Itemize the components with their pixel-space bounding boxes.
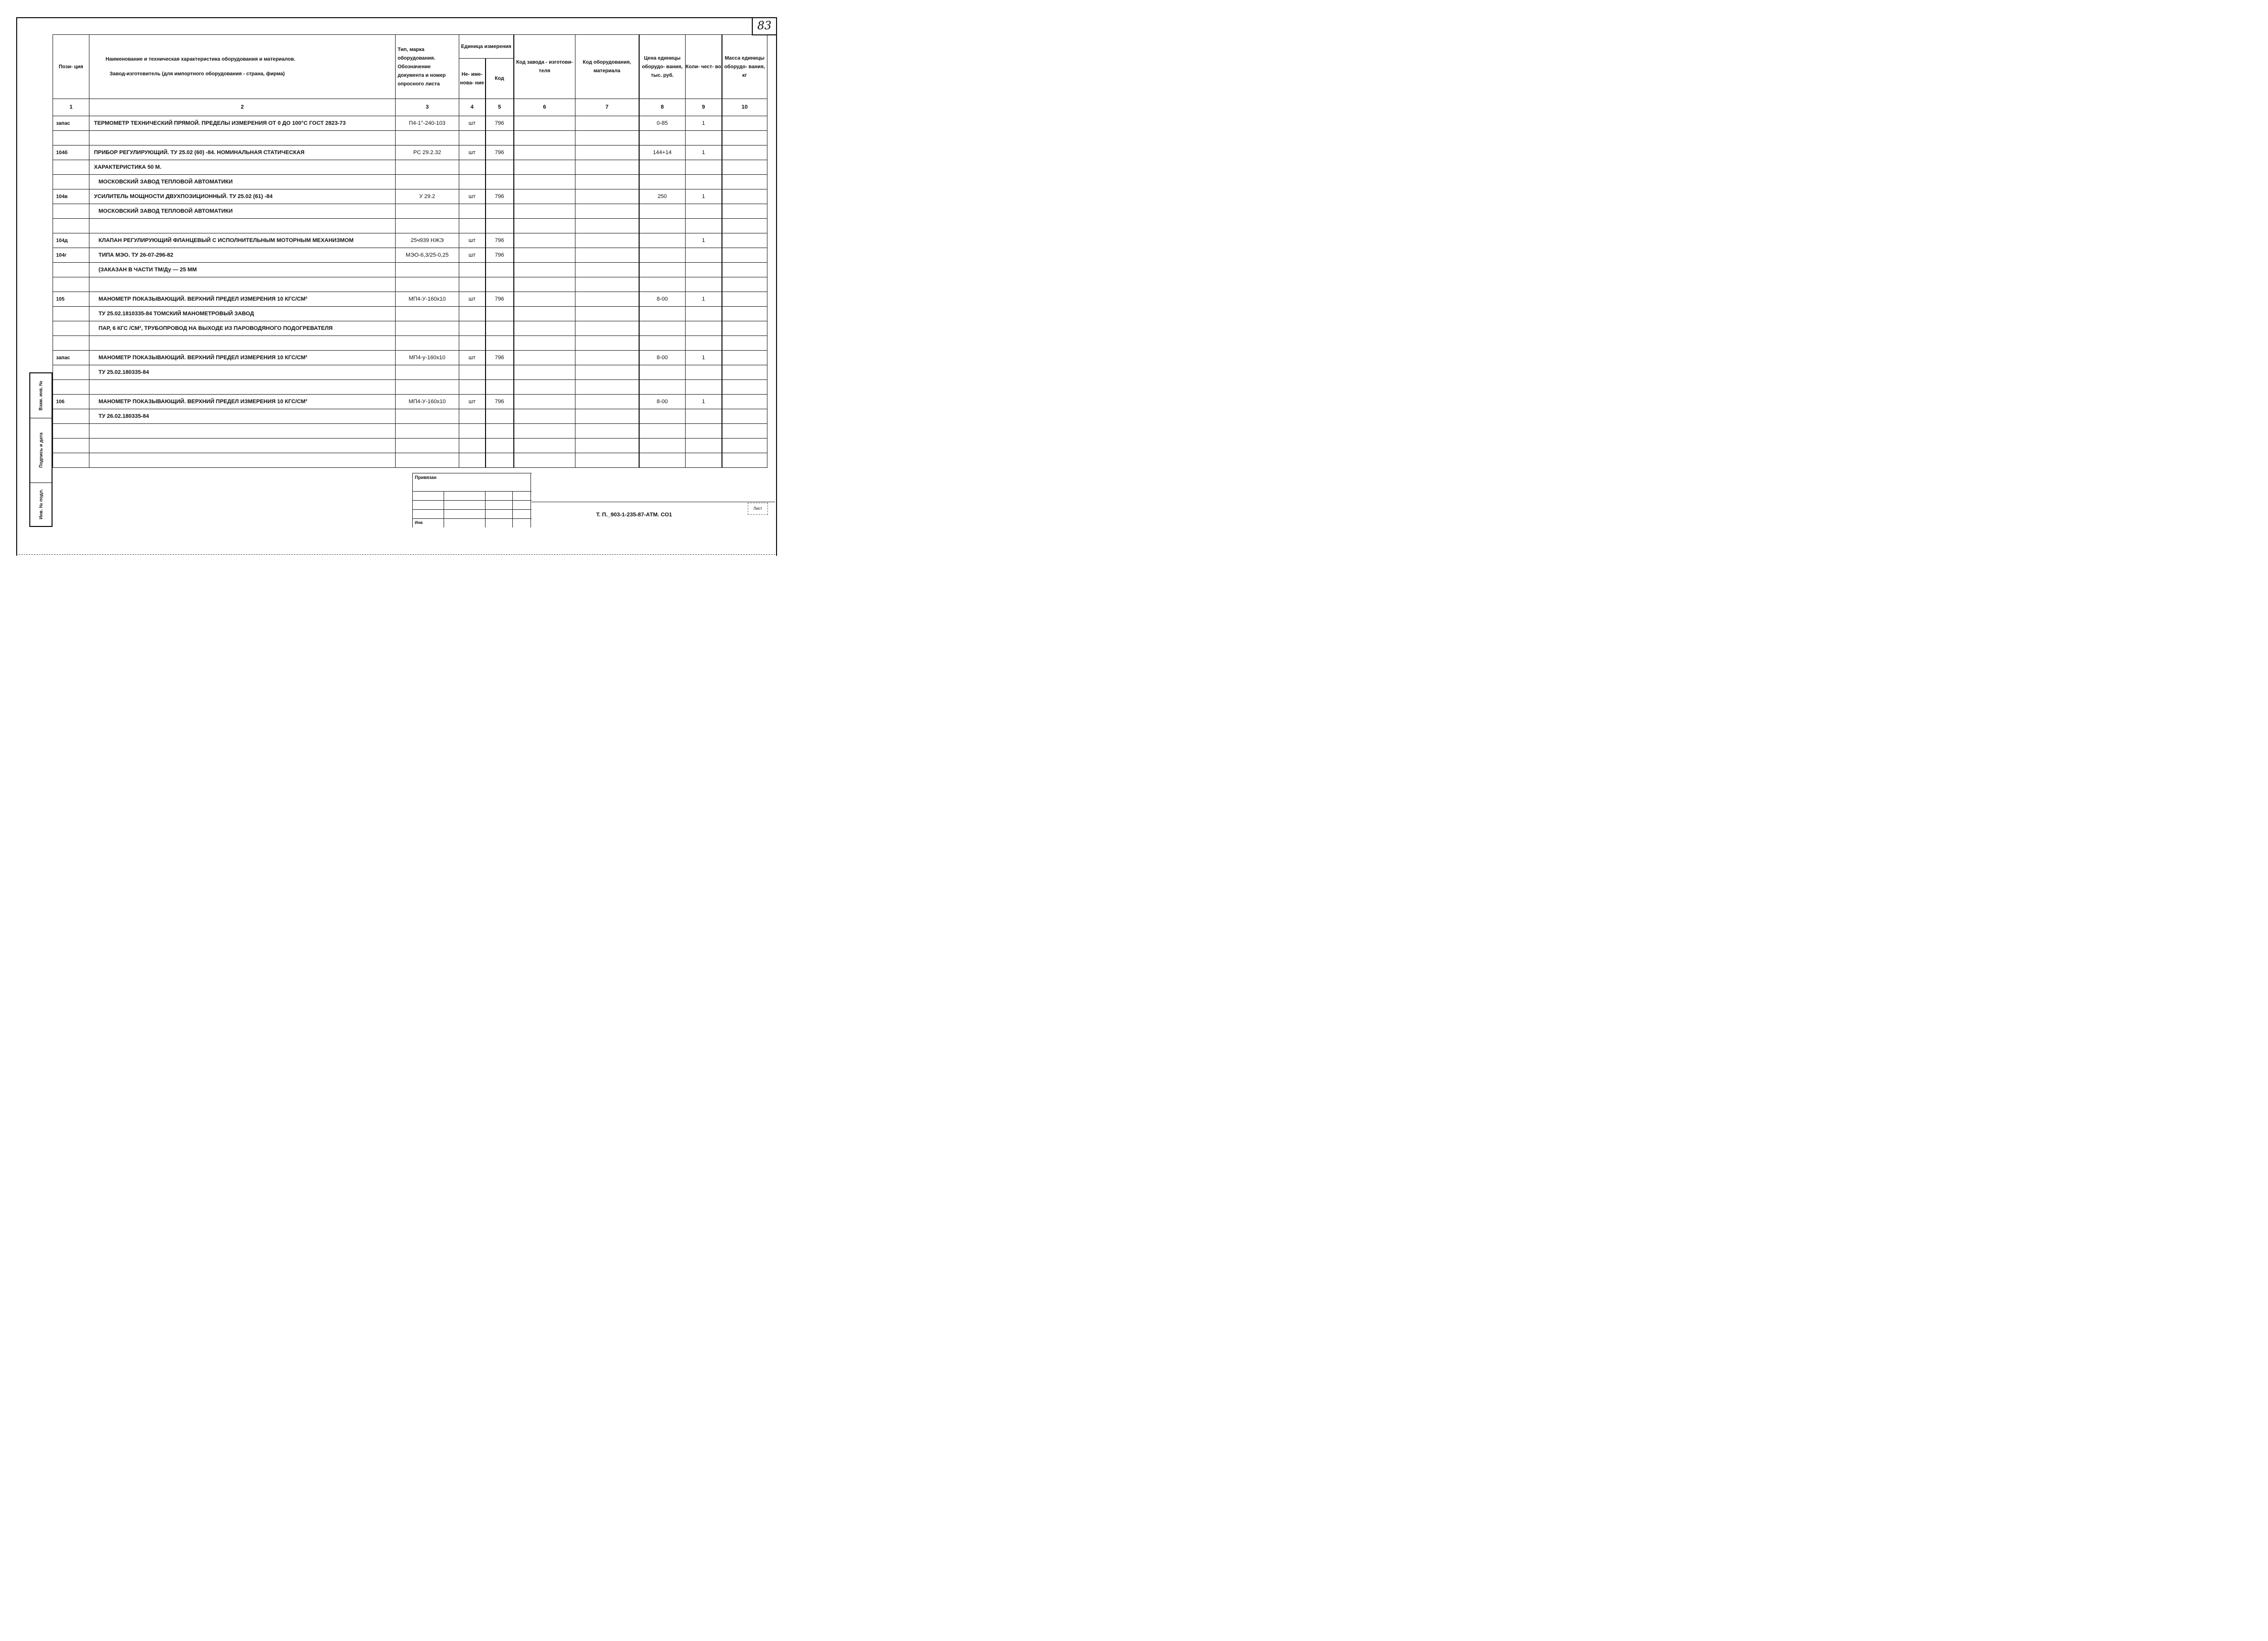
row-equipment-code — [575, 204, 639, 219]
row-maker-code — [514, 160, 575, 175]
row-maker-code — [514, 248, 575, 263]
row-maker-code — [514, 380, 575, 395]
row-unit-code: 796 — [486, 116, 514, 131]
table-row — [53, 189, 767, 204]
row-maker-code — [514, 424, 575, 439]
row-position: 104г — [53, 248, 89, 263]
row-name: ТУ 25.02.180335-84 — [89, 365, 396, 380]
row-mass — [722, 219, 767, 233]
row-type — [396, 175, 459, 189]
row-name: КЛАПАН РЕГУЛИРУЮЩИЙ ФЛАНЦЕВЫЙ С ИСПОЛНИТЕЛЬНЫМ МОТОРНЫМ МЕХАНИЗМОМ — [89, 233, 396, 248]
row-unit-code — [486, 263, 514, 277]
table-row — [53, 395, 767, 409]
row-type: У 29.2 — [396, 189, 459, 204]
table-row — [53, 160, 767, 175]
row-position: 105 — [53, 292, 89, 307]
row-maker-code — [514, 131, 575, 146]
row-position — [53, 160, 89, 175]
row-price — [639, 439, 686, 453]
row-position — [53, 439, 89, 453]
row-equipment-code — [575, 424, 639, 439]
row-type — [396, 131, 459, 146]
row-unit-code — [486, 160, 514, 175]
row-name — [89, 453, 396, 468]
row-equipment-code — [575, 175, 639, 189]
row-unit-code — [486, 365, 514, 380]
row-price: 0-85 — [639, 116, 686, 131]
row-unit — [459, 160, 486, 175]
row-position — [53, 219, 89, 233]
header-equipment-code: Код оборудования, материала — [575, 35, 639, 99]
table-row — [53, 292, 767, 307]
row-price — [639, 424, 686, 439]
row-maker-code — [514, 219, 575, 233]
row-unit: шт — [459, 351, 486, 365]
row-name — [89, 277, 396, 292]
row-type — [396, 277, 459, 292]
table-row — [53, 263, 767, 277]
row-name: МОСКОВСКИЙ ЗАВОД ТЕПЛОВОЙ АВТОМАТИКИ — [89, 204, 396, 219]
row-position — [53, 409, 89, 424]
row-position — [53, 175, 89, 189]
row-mass — [722, 248, 767, 263]
row-mass — [722, 204, 767, 219]
header-price: Цена единицы оборудо- вания, тыс. руб. — [639, 35, 686, 99]
row-equipment-code — [575, 409, 639, 424]
frame-bottom-line — [16, 554, 775, 555]
row-unit — [459, 131, 486, 146]
row-price: 250 — [639, 189, 686, 204]
row-name: ТУ 26.02.180335-84 — [89, 409, 396, 424]
row-mass — [722, 233, 767, 248]
row-type — [396, 453, 459, 468]
row-name — [89, 424, 396, 439]
row-mass — [722, 395, 767, 409]
header-mass: Масса единицы оборудо- вания, кг — [722, 35, 767, 99]
row-equipment-code — [575, 189, 639, 204]
row-maker-code — [514, 453, 575, 468]
table-row — [53, 233, 767, 248]
row-mass — [722, 116, 767, 131]
row-equipment-code — [575, 307, 639, 321]
row-price — [639, 219, 686, 233]
row-quantity: 1 — [686, 189, 722, 204]
row-quantity — [686, 204, 722, 219]
row-quantity: 1 — [686, 351, 722, 365]
row-price — [639, 263, 686, 277]
row-unit — [459, 219, 486, 233]
table-row — [53, 307, 767, 321]
row-mass — [722, 263, 767, 277]
row-unit-code — [486, 175, 514, 189]
stamp-inv-zam: Взам. инв. № — [30, 373, 52, 418]
col-number: 4 — [459, 99, 486, 116]
row-type — [396, 263, 459, 277]
row-unit: шт — [459, 395, 486, 409]
row-name: ХАРАКТЕРИСТИКА 50 М. — [89, 160, 396, 175]
row-position: 104в — [53, 189, 89, 204]
row-type — [396, 424, 459, 439]
row-type — [396, 219, 459, 233]
row-quantity — [686, 453, 722, 468]
row-unit: шт — [459, 116, 486, 131]
row-quantity — [686, 424, 722, 439]
row-mass — [722, 189, 767, 204]
table-row — [53, 351, 767, 365]
row-equipment-code — [575, 439, 639, 453]
row-price — [639, 131, 686, 146]
row-quantity: 1 — [686, 233, 722, 248]
row-maker-code — [514, 233, 575, 248]
row-unit: шт — [459, 233, 486, 248]
row-type: 25ч939 НЖЭ — [396, 233, 459, 248]
row-unit — [459, 263, 486, 277]
row-price — [639, 453, 686, 468]
row-position — [53, 131, 89, 146]
row-maker-code — [514, 365, 575, 380]
row-name: МОСКОВСКИЙ ЗАВОД ТЕПЛОВОЙ АВТОМАТИКИ — [89, 175, 396, 189]
row-quantity — [686, 263, 722, 277]
row-price — [639, 321, 686, 336]
row-equipment-code — [575, 263, 639, 277]
col-number: 10 — [722, 99, 767, 116]
row-price — [639, 277, 686, 292]
row-quantity: 1 — [686, 116, 722, 131]
row-type: РС 29.2.32 — [396, 146, 459, 160]
row-unit — [459, 380, 486, 395]
row-mass — [722, 424, 767, 439]
row-type — [396, 160, 459, 175]
row-maker-code — [514, 116, 575, 131]
row-type: МП4-У-160х10 — [396, 395, 459, 409]
row-unit-code: 796 — [486, 189, 514, 204]
row-name: МАНОМЕТР ПОКАЗЫВАЮЩИЙ. ВЕРХНИЙ ПРЕДЕЛ ИЗМЕРЕНИЯ 10 КГС/СМ² — [89, 292, 396, 307]
row-unit-code — [486, 321, 514, 336]
row-quantity — [686, 365, 722, 380]
row-maker-code — [514, 307, 575, 321]
row-mass — [722, 453, 767, 468]
row-quantity: 1 — [686, 395, 722, 409]
row-type — [396, 321, 459, 336]
header-name-line2: Завод-изготовитель (для импортного оборудования - страна, фирма) — [110, 71, 285, 77]
row-maker-code — [514, 175, 575, 189]
stamp-sign-date: Подпись и дата — [30, 418, 52, 483]
row-quantity — [686, 131, 722, 146]
row-equipment-code — [575, 146, 639, 160]
row-price: 8-00 — [639, 351, 686, 365]
row-unit — [459, 439, 486, 453]
row-name: МАНОМЕТР ПОКАЗЫВАЮЩИЙ. ВЕРХНИЙ ПРЕДЕЛ ИЗМЕРЕНИЯ 10 КГС/СМ² — [89, 395, 396, 409]
row-equipment-code — [575, 365, 639, 380]
table-row — [53, 321, 767, 336]
row-mass — [722, 146, 767, 160]
row-name: (ЗАКАЗАН В ЧАСТИ ТМ/Ду — 25 ММ — [89, 263, 396, 277]
row-mass — [722, 277, 767, 292]
row-mass — [722, 292, 767, 307]
row-quantity — [686, 380, 722, 395]
row-unit-code — [486, 277, 514, 292]
row-equipment-code — [575, 453, 639, 468]
table-row — [53, 219, 767, 233]
stamp-inv-podl: Инв. № подл. — [38, 489, 43, 519]
row-mass — [722, 365, 767, 380]
table-row — [53, 146, 767, 160]
row-price — [639, 204, 686, 219]
row-mass — [722, 409, 767, 424]
specification-table — [53, 34, 767, 468]
row-unit-code — [486, 424, 514, 439]
row-unit: шт — [459, 189, 486, 204]
row-unit — [459, 409, 486, 424]
row-unit: шт — [459, 146, 486, 160]
row-maker-code — [514, 146, 575, 160]
row-mass — [722, 307, 767, 321]
row-quantity — [686, 409, 722, 424]
col-number: 7 — [575, 99, 639, 116]
header-quantity: Коли- чест- во — [686, 35, 722, 99]
row-maker-code — [514, 263, 575, 277]
row-quantity: 1 — [686, 292, 722, 307]
table-row — [53, 204, 767, 219]
sheet-box: Лист — [748, 503, 768, 515]
row-name: ТУ 25.02.1810335-84 ТОМСКИЙ МАНОМЕТРОВЫЙ ЗАВОД — [89, 307, 396, 321]
row-unit-code — [486, 204, 514, 219]
sheet-number: 83 — [752, 17, 776, 35]
row-name — [89, 439, 396, 453]
row-price — [639, 336, 686, 351]
table-row — [53, 175, 767, 189]
row-unit-code — [486, 336, 514, 351]
header-position: Пози- ция — [53, 35, 89, 99]
row-maker-code — [514, 351, 575, 365]
header-unit: Единица измерения — [459, 35, 514, 59]
row-position — [53, 336, 89, 351]
table-row — [53, 248, 767, 263]
row-unit-code: 796 — [486, 248, 514, 263]
row-maker-code — [514, 439, 575, 453]
row-unit-code — [486, 219, 514, 233]
row-equipment-code — [575, 351, 639, 365]
row-price — [639, 248, 686, 263]
table-row — [53, 131, 767, 146]
margin-stamp — [29, 372, 53, 527]
row-quantity — [686, 219, 722, 233]
col-number: 6 — [514, 99, 575, 116]
row-type: П4-1°-240-103 — [396, 116, 459, 131]
row-maker-code — [514, 395, 575, 409]
header-unit-name: Не- име- нова- ние — [459, 59, 486, 99]
row-price — [639, 380, 686, 395]
row-quantity: 1 — [686, 146, 722, 160]
row-maker-code — [514, 189, 575, 204]
row-maker-code — [514, 321, 575, 336]
row-quantity — [686, 175, 722, 189]
row-name — [89, 131, 396, 146]
header-maker-code: Код завода - изготови- теля — [514, 35, 575, 99]
row-unit-code: 796 — [486, 146, 514, 160]
row-position — [53, 277, 89, 292]
row-unit — [459, 175, 486, 189]
row-position: 104д — [53, 233, 89, 248]
row-price — [639, 175, 686, 189]
row-equipment-code — [575, 116, 639, 131]
col-number: 9 — [686, 99, 722, 116]
header-unit-code: Код — [486, 59, 514, 99]
row-equipment-code — [575, 233, 639, 248]
row-unit-code: 796 — [486, 351, 514, 365]
row-unit-code — [486, 307, 514, 321]
row-maker-code — [514, 204, 575, 219]
row-quantity — [686, 336, 722, 351]
row-unit-code — [486, 453, 514, 468]
row-position — [53, 321, 89, 336]
row-maker-code — [514, 409, 575, 424]
row-mass — [722, 160, 767, 175]
table-row — [53, 424, 767, 439]
row-position — [53, 380, 89, 395]
row-position — [53, 424, 89, 439]
row-position — [53, 365, 89, 380]
row-mass — [722, 351, 767, 365]
header-name-line1: Наименование и техническая характеристика оборудования и материалов. — [106, 57, 296, 62]
row-type — [396, 439, 459, 453]
row-position — [53, 307, 89, 321]
row-position: 106 — [53, 395, 89, 409]
row-maker-code — [514, 292, 575, 307]
row-unit — [459, 277, 486, 292]
row-unit: шт — [459, 292, 486, 307]
row-type — [396, 409, 459, 424]
row-type — [396, 204, 459, 219]
row-name — [89, 219, 396, 233]
row-position — [53, 263, 89, 277]
row-mass — [722, 321, 767, 336]
row-unit-code: 796 — [486, 233, 514, 248]
row-unit-code — [486, 131, 514, 146]
table-row — [53, 380, 767, 395]
row-position: запас — [53, 351, 89, 365]
row-mass — [722, 380, 767, 395]
row-quantity — [686, 248, 722, 263]
row-maker-code — [514, 336, 575, 351]
row-quantity — [686, 160, 722, 175]
row-type: МП4-У-160х10 — [396, 292, 459, 307]
header-type: Тип, марка оборудования. Обозначение документа и номер опросного листа — [396, 35, 459, 99]
inv-label: Инв — [415, 520, 423, 525]
row-position — [53, 453, 89, 468]
col-number: 8 — [639, 99, 686, 116]
row-equipment-code — [575, 321, 639, 336]
row-unit-code — [486, 409, 514, 424]
row-equipment-code — [575, 160, 639, 175]
table-row — [53, 277, 767, 292]
row-position: 104б — [53, 146, 89, 160]
binding-block — [412, 473, 532, 527]
row-unit — [459, 204, 486, 219]
row-equipment-code — [575, 380, 639, 395]
binding-label: Привязан — [415, 475, 437, 480]
row-unit-code — [486, 439, 514, 453]
row-name: МАНОМЕТР ПОКАЗЫВАЮЩИЙ. ВЕРХНИЙ ПРЕДЕЛ ИЗМЕРЕНИЯ 10 КГС/СМ² — [89, 351, 396, 365]
row-price: 8-00 — [639, 395, 686, 409]
col-number: 1 — [53, 99, 89, 116]
table-row — [53, 365, 767, 380]
row-name: ТИПА МЭО. ТУ 26-07-296-82 — [89, 248, 396, 263]
row-price — [639, 307, 686, 321]
row-mass — [722, 131, 767, 146]
row-unit — [459, 336, 486, 351]
row-type — [396, 365, 459, 380]
row-type: МЭО-6,3/25-0,25 — [396, 248, 459, 263]
row-unit — [459, 321, 486, 336]
table-row — [53, 453, 767, 468]
row-equipment-code — [575, 336, 639, 351]
row-equipment-code — [575, 219, 639, 233]
row-price — [639, 160, 686, 175]
row-type — [396, 336, 459, 351]
col-number: 5 — [486, 99, 514, 116]
row-equipment-code — [575, 248, 639, 263]
row-price: 8-00 — [639, 292, 686, 307]
table-row — [53, 439, 767, 453]
row-type — [396, 380, 459, 395]
row-price: 144+14 — [639, 146, 686, 160]
row-price — [639, 233, 686, 248]
row-unit-code: 796 — [486, 292, 514, 307]
row-equipment-code — [575, 395, 639, 409]
row-price — [639, 409, 686, 424]
document-code: Т. П._903-1-235-87-АТМ. СО1 — [596, 512, 672, 518]
row-position — [53, 204, 89, 219]
table-row — [53, 116, 767, 131]
row-equipment-code — [575, 277, 639, 292]
header-name — [89, 35, 396, 99]
row-name — [89, 336, 396, 351]
table-row — [53, 336, 767, 351]
row-name: ПАР, 6 КГС /СМ², ТРУБОПРОВОД НА ВЫХОДЕ ИЗ ПАРОВОДЯНОГО ПОДОГРЕВАТЕЛЯ — [89, 321, 396, 336]
row-price — [639, 365, 686, 380]
row-mass — [722, 336, 767, 351]
row-type — [396, 307, 459, 321]
row-name: ПРИБОР РЕГУЛИРУЮЩИЙ. ТУ 25.02 (60) -84. НОМИНАЛЬНАЯ СТАТИЧЕСКАЯ — [89, 146, 396, 160]
row-name: УСИЛИТЕЛЬ МОЩНОСТИ ДВУХПОЗИЦИОННЫЙ. ТУ 25.02 (61) -84 — [89, 189, 396, 204]
row-unit-code — [486, 380, 514, 395]
row-unit — [459, 365, 486, 380]
row-mass — [722, 175, 767, 189]
row-name — [89, 380, 396, 395]
row-quantity — [686, 307, 722, 321]
row-unit — [459, 453, 486, 468]
col-number: 2 — [89, 99, 396, 116]
row-equipment-code — [575, 131, 639, 146]
row-quantity — [686, 321, 722, 336]
row-position: запас — [53, 116, 89, 131]
row-quantity — [686, 277, 722, 292]
row-unit-code: 796 — [486, 395, 514, 409]
row-unit — [459, 424, 486, 439]
row-unit: шт — [459, 248, 486, 263]
row-type: МП4-у-160х10 — [396, 351, 459, 365]
table-row — [53, 409, 767, 424]
col-number: 3 — [396, 99, 459, 116]
row-maker-code — [514, 277, 575, 292]
row-mass — [722, 439, 767, 453]
row-quantity — [686, 439, 722, 453]
row-equipment-code — [575, 292, 639, 307]
row-unit — [459, 307, 486, 321]
row-name: ТЕРМОМЕТР ТЕХНИЧЕСКИЙ ПРЯМОЙ. ПРЕДЕЛЫ ИЗМЕРЕНИЯ ОТ 0 ДО 100°С ГОСТ 2823-73 — [89, 116, 396, 131]
